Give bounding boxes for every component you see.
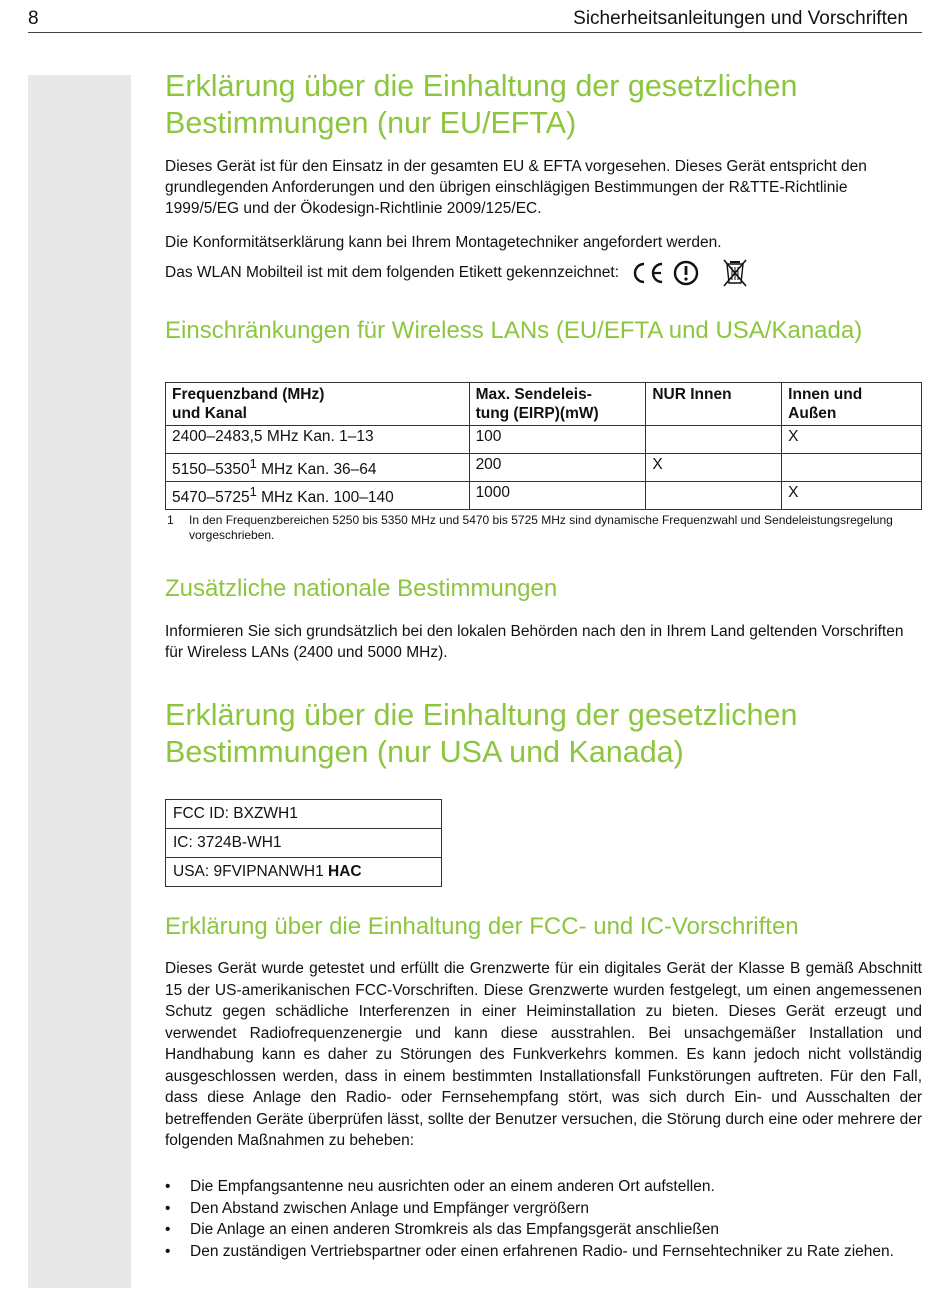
ic-id: IC: 3724B-WH1 [166,829,442,858]
table-row [166,800,442,829]
eu-paragraph-2-block [165,232,922,253]
list-item: • Den zuständigen Vertriebspartner oder einen erfahrenen Radio- und Fernsehtechniker zu Rate ziehen. [165,1241,922,1263]
section-usa-title [165,697,922,771]
weee-bin-icon [719,258,751,288]
ce-mark-icon [629,261,667,285]
eu-paragraph-3 [165,258,922,288]
section-wlan-title: Einschränkungen für Wireless LANs (EU/EFTA und USA/Kanada) [165,317,863,344]
footnote-ref: 1 [249,456,257,471]
usa-id: USA: 9FVIPNANWH1 HAC [166,858,442,887]
section-national [165,574,922,604]
cell-both: X [782,482,922,510]
national-paragraph-block [165,621,922,663]
section-national-title: Zusätzliche nationale Bestimmungen [165,575,558,602]
hac-label: HAC [328,863,362,880]
list-item: • Die Anlage an einen anderen Stromkreis als das Empfangsgerät anschließen [165,1219,922,1241]
side-bar [28,75,131,1288]
fcc-bullets-block [165,1176,922,1262]
cell-indoor: X [646,454,782,482]
section-usa-title-line1: Erklärung über die Einhaltung der gesetzlichen [165,698,798,732]
cell-power: 1000 [469,482,646,510]
section-eu-title-line1: Erklärung über die Einhaltung der gesetzlichen [165,69,798,103]
eu-paragraph-1: Dieses Gerät ist für den Einsatz in der gesamten EU & EFTA vorgesehen. Dieses Gerät entspricht den grundlegenden Anforderungen und den übrigen einschlägigen Bestimmungen der R&TTE-Richtlinie 1999/5/EG und der Ökodesign-Richtlinie 2009/125/EC. [165,158,867,217]
col-max-power: Max. Sendeleis- tung (EIRP)(mW) [469,383,646,426]
cell-band: 5470–5725$^1$ MHz Kan. 100–140 [166,482,470,510]
page-header [28,6,922,33]
section-usa [165,697,922,771]
section-fcc-title: Erklärung über die Einhaltung der FCC- und IC-Vorschriften [165,913,799,940]
section-eu [165,68,922,142]
frequency-table [165,382,922,510]
table-row [166,858,442,887]
table-header-row [166,383,922,426]
col-indoor-outdoor: Innen und Außen [782,383,922,426]
page-number: 8 [28,8,39,29]
section-wlan [165,316,922,346]
eu-paragraph-3-block [165,258,922,288]
table-row [166,482,922,510]
fcc-paragraph: Dieses Gerät wurde getestet und erfüllt die Grenzwerte für ein digitales Gerät der Klasse B gemäß Abschnitt 15 der US-amerikanischen FCC-Vorschriften. Diese Grenzwerte wurden festgelegt, um einen angemessenen Schutz gegen schädliche Interferenzen in einer Heiminstallation zu bieten. Dieses Gerät erzeugt und verwendet Radiofrequenzenergie und kann diese ausstrahlen. Bei unsachgemäßer Installation und Handhabung kann es daher zu Störungen des Funkverkehrs kommen. Es kann jedoch nicht vollständig ausgeschlossen werden, dass in einem bestimmten Installationsfall Funkstörungen auftreten. Für den Fall, dass diese Anlage den Radio- oder Fernsehempfang stört, was sich durch Ein- und Ausschalten der betreffenden Geräte überprüfen lässt, sollte der Benutzer versuchen, die Störung durch eine oder mehrere der folgenden Maßnahmen zu beheben: [165,960,922,1149]
footnote-text: In den Frequenzbereichen 5250 bis 5350 MHz und 5470 bis 5725 MHz sind dynamische Frequenzwahl und Sendeleistungsregelung vorgeschrieben. [189,513,893,543]
col-frequency-band: Frequenzband (MHz) und Kanal [166,383,470,426]
cell-power: 200 [469,454,646,482]
eu-paragraph-2: Die Konformitätserklärung kann bei Ihrem Montagetechniker angefordert werden. [165,234,722,251]
list-item: • Den Abstand zwischen Anlage und Empfänger vergrößern [165,1198,922,1220]
cell-both: X [782,426,922,454]
section-fcc [165,912,922,942]
cell-band: 2400–2483,5 MHz Kan. 1–13 [166,426,470,454]
cell-indoor [646,426,782,454]
table-footnote [165,513,922,543]
cell-both [782,454,922,482]
alert-icon [673,260,699,286]
national-paragraph: Informieren Sie sich grundsätzlich bei den lokalen Behörden nach den in Ihrem Land geltenden Vorschriften für Wireless LANs (2400 und 5000 MHz). [165,623,904,661]
frequency-table-block [165,382,922,543]
list-item: • Die Empfangsantenne neu ausrichten oder an einem anderen Ort aufstellen. [165,1176,922,1198]
section-usa-title-line2: Bestimmungen (nur USA und Kanada) [165,735,684,769]
table-row [166,454,922,482]
section-eu-title-line2: Bestimmungen (nur EU/EFTA) [165,106,577,140]
fcc-bullet-list [165,1176,922,1262]
footnote-mark: 1 [167,513,174,528]
fcc-paragraph-block [165,958,922,1152]
table-row [166,426,922,454]
ids-table-block [165,799,922,887]
eu-paragraph-block [165,156,922,219]
label-icons [629,258,751,288]
cell-indoor [646,482,782,510]
cell-band: 5150–5350$^1$ MHz Kan. 36–64 [166,454,470,482]
cell-power: 100 [469,426,646,454]
ids-table [165,799,442,887]
eu-paragraph-3-text: Das WLAN Mobilteil ist mit dem folgenden Etikett gekennzeichnet: [165,264,620,282]
col-indoor-only: NUR Innen [646,383,782,426]
section-eu-title [165,68,922,142]
running-title: Sicherheitsanleitungen und Vorschriften [573,8,908,29]
table-row [166,829,442,858]
fcc-id: FCC ID: BXZWH1 [166,800,442,829]
footnote-ref: 1 [249,484,257,500]
